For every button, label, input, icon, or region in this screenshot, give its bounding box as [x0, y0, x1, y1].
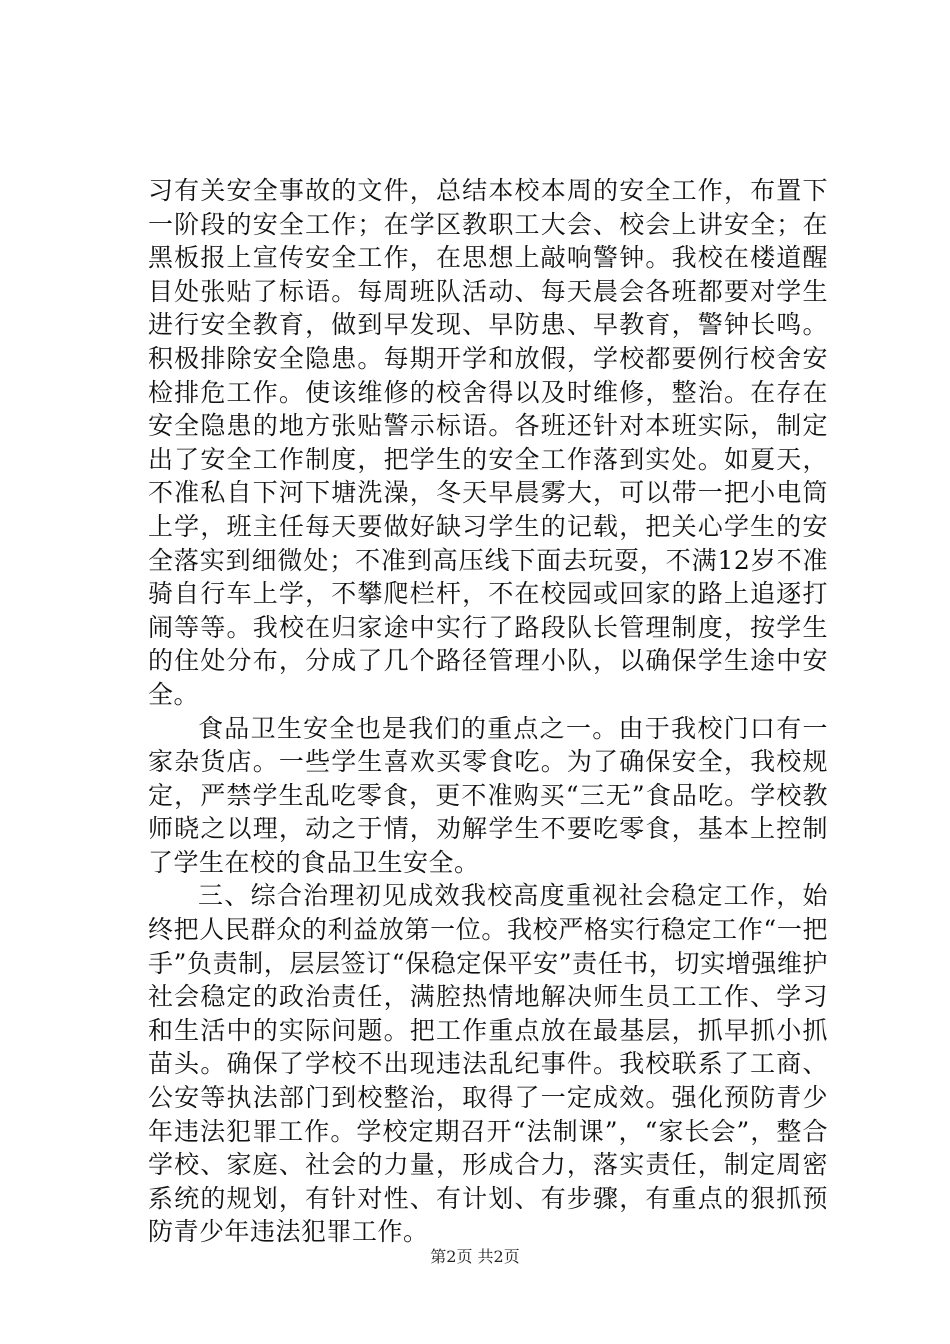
document-body [148, 174, 828, 1249]
paragraph-food-safety: 食品卫生安全也是我们的重点之一。由于我校门口有一家杂货店。一些学生喜欢买零食吃。为了确保安全，我校规定，严禁学生乱吃零食，更不准购买“三无”食品吃。学校教师晓之以理，动之于情，劝解学生不要吃零食，基本上控制了学生在校的食品卫生安全。 [148, 713, 828, 877]
paragraph-safety-measures: 习有关安全事故的文件，总结本校本周的安全工作，布置下一阶段的安全工作；在学区教职工大会、校会上讲安全；在黑板报上宣传安全工作，在思想上敲响警钟。我校在楼道醒目处张贴了标语。每周班队活动、每天晨会各班都要对学生进行安全教育，做到早发现、早防患、早教育，警钟长鸣。积极排除安全隐患。每期开学和放假，学校都要例行校舍安检排危工作。使该维修的校舍得以及时维修，整治。在存在安全隐患的地方张贴警示标语。各班还针对本班实际，制定出了安全工作制度，把学生的安全工作落到实处。如夏天，不准私自下河下塘洗澡，冬天早晨雾大，可以带一把小电筒上学，班主任每天要做好缺习学生的记载，把关心学生的安全落实到细微处；不准到高压线下面去玩耍，不满12岁不准骑自行车上学，不攀爬栏杆，不在校园或回家的路上追逐打闹等等。我校在归家途中实行了路段队长管理制度，按学生的住处分布，分成了几个路径管理小队，以确保学生途中安全。 [148, 176, 828, 709]
page-number-footer: 第2页 共2页 [430, 1247, 520, 1266]
paragraph-comprehensive-governance: 三、综合治理初见成效我校高度重视社会稳定工作，始终把人民群众的利益放第一位。我校严格实行稳定工作“一把手”负责制，层层签订“保稳定保平安”责任书，切实增强维护社会稳定的政治责任，满腔热情地解决师生员工工作、学习和生活中的实际问题。把工作重点放在最基层，抓早抓小抓苗头。确保了学校不出现违法乱纪事件。我校联系了工商、公安等执法部门到校整治，取得了一定成效。强化预防青少年违法犯罪工作。学校定期召开“法制课”，“家长会”，整合学校、家庭、社会的力量，形成合力，落实责任，制定周密系统的规划，有针对性、有计划、有步骤，有重点的狠抓预防青少年违法犯罪工作。 [148, 881, 828, 1247]
